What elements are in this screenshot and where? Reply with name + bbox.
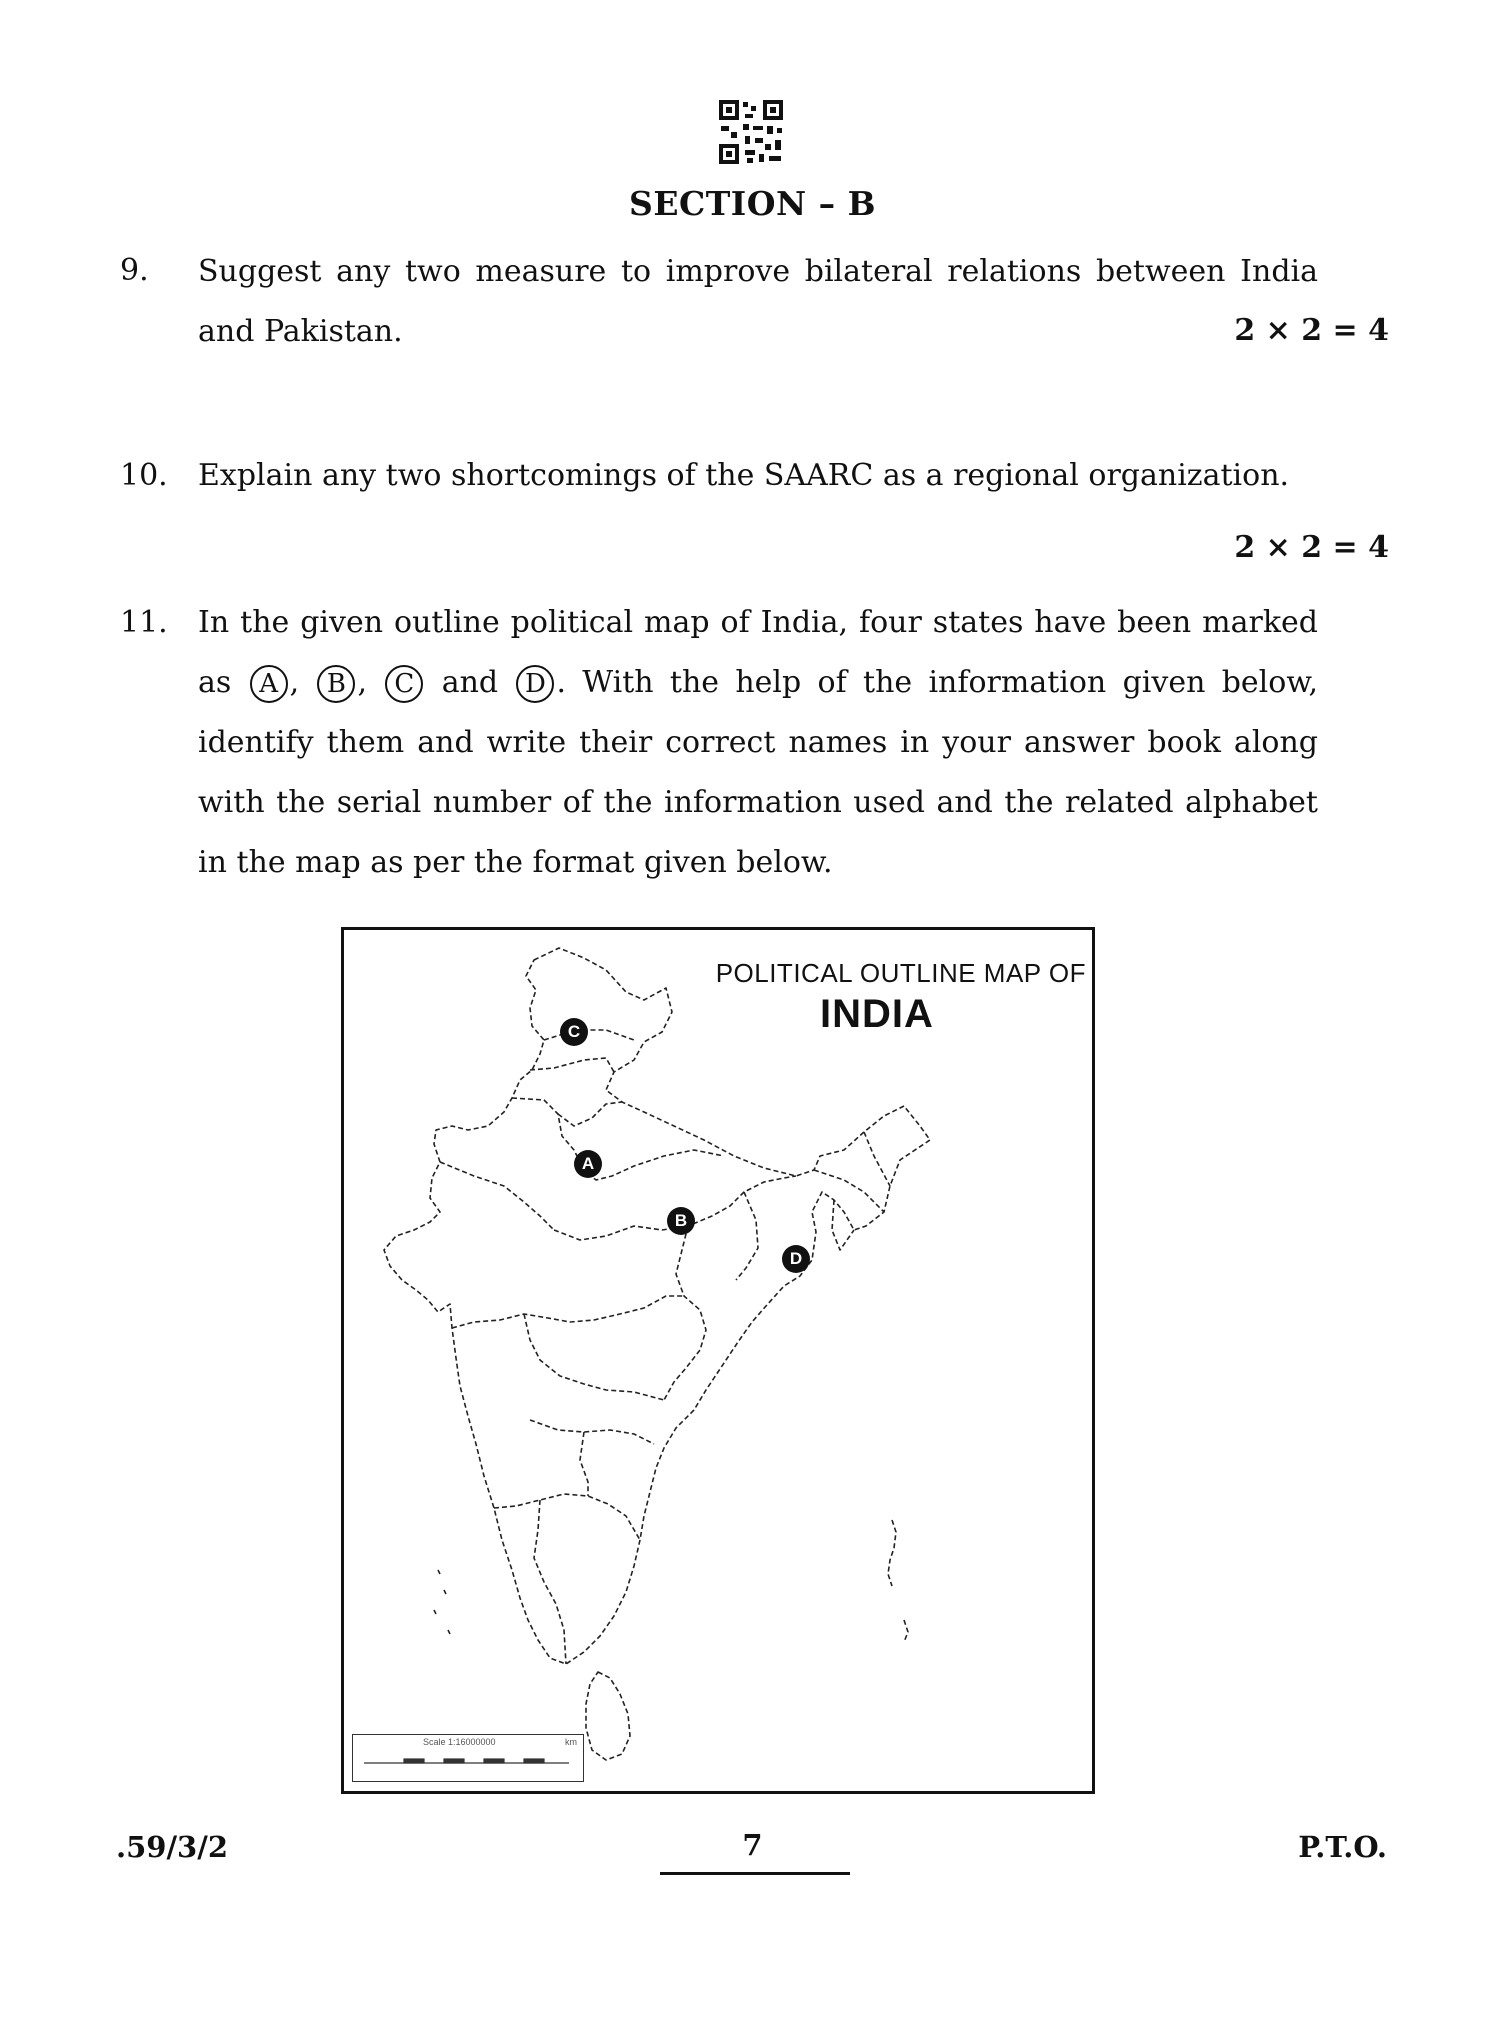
india-outline-drawing bbox=[344, 930, 1092, 1791]
question-number: 9. bbox=[120, 253, 149, 288]
label-c: C bbox=[385, 665, 423, 703]
map-country-name: INDIA bbox=[820, 992, 934, 1036]
question-text bbox=[198, 593, 1318, 893]
india-map bbox=[341, 927, 1095, 1794]
map-marker-a: A bbox=[574, 1150, 602, 1178]
question-marks: 2 × 2 = 4 bbox=[1234, 530, 1389, 565]
map-marker-c: C bbox=[560, 1018, 588, 1046]
scale-text: Scale 1:16000000 bbox=[423, 1737, 496, 1747]
question-number: 10. bbox=[120, 458, 168, 493]
label-a: A bbox=[250, 665, 288, 703]
question-text: Explain any two shortcomings of the SAARC as a regional organization. bbox=[198, 458, 1290, 493]
label-b: B bbox=[317, 665, 355, 703]
separator: , bbox=[357, 665, 368, 700]
paper-code: .59/3/2 bbox=[116, 1830, 228, 1864]
question-text: Suggest any two measure to improve bilateral relations between India and Pakistan. bbox=[198, 254, 1318, 349]
question-text-intro: In the given outline political map of India, four states have been marked as bbox=[198, 605, 1318, 700]
qr-code bbox=[717, 98, 785, 166]
question-marks: 2 × 2 = 4 bbox=[1234, 313, 1389, 348]
page-number-underline bbox=[660, 1872, 850, 1875]
map-scale bbox=[352, 1734, 584, 1782]
page-number: 7 bbox=[742, 1828, 763, 1862]
please-turn-over: P.T.O. bbox=[1298, 1830, 1387, 1864]
section-title: SECTION – B bbox=[628, 184, 877, 223]
map-marker-d: D bbox=[782, 1245, 810, 1273]
map-marker-b: B bbox=[667, 1207, 695, 1235]
map-title: POLITICAL OUTLINE MAP OF bbox=[715, 958, 1086, 988]
scale-unit: km bbox=[565, 1737, 577, 1747]
separator-and: and bbox=[441, 665, 499, 700]
question-number: 11. bbox=[120, 605, 168, 640]
label-d: D bbox=[516, 665, 554, 703]
separator: , bbox=[289, 665, 300, 700]
question-text-rest: . With the help of the information given below, identify them and write their correct names in your answer book along with the serial number of the information used and the related alphabet in the map as per the format given below. bbox=[198, 665, 1318, 880]
